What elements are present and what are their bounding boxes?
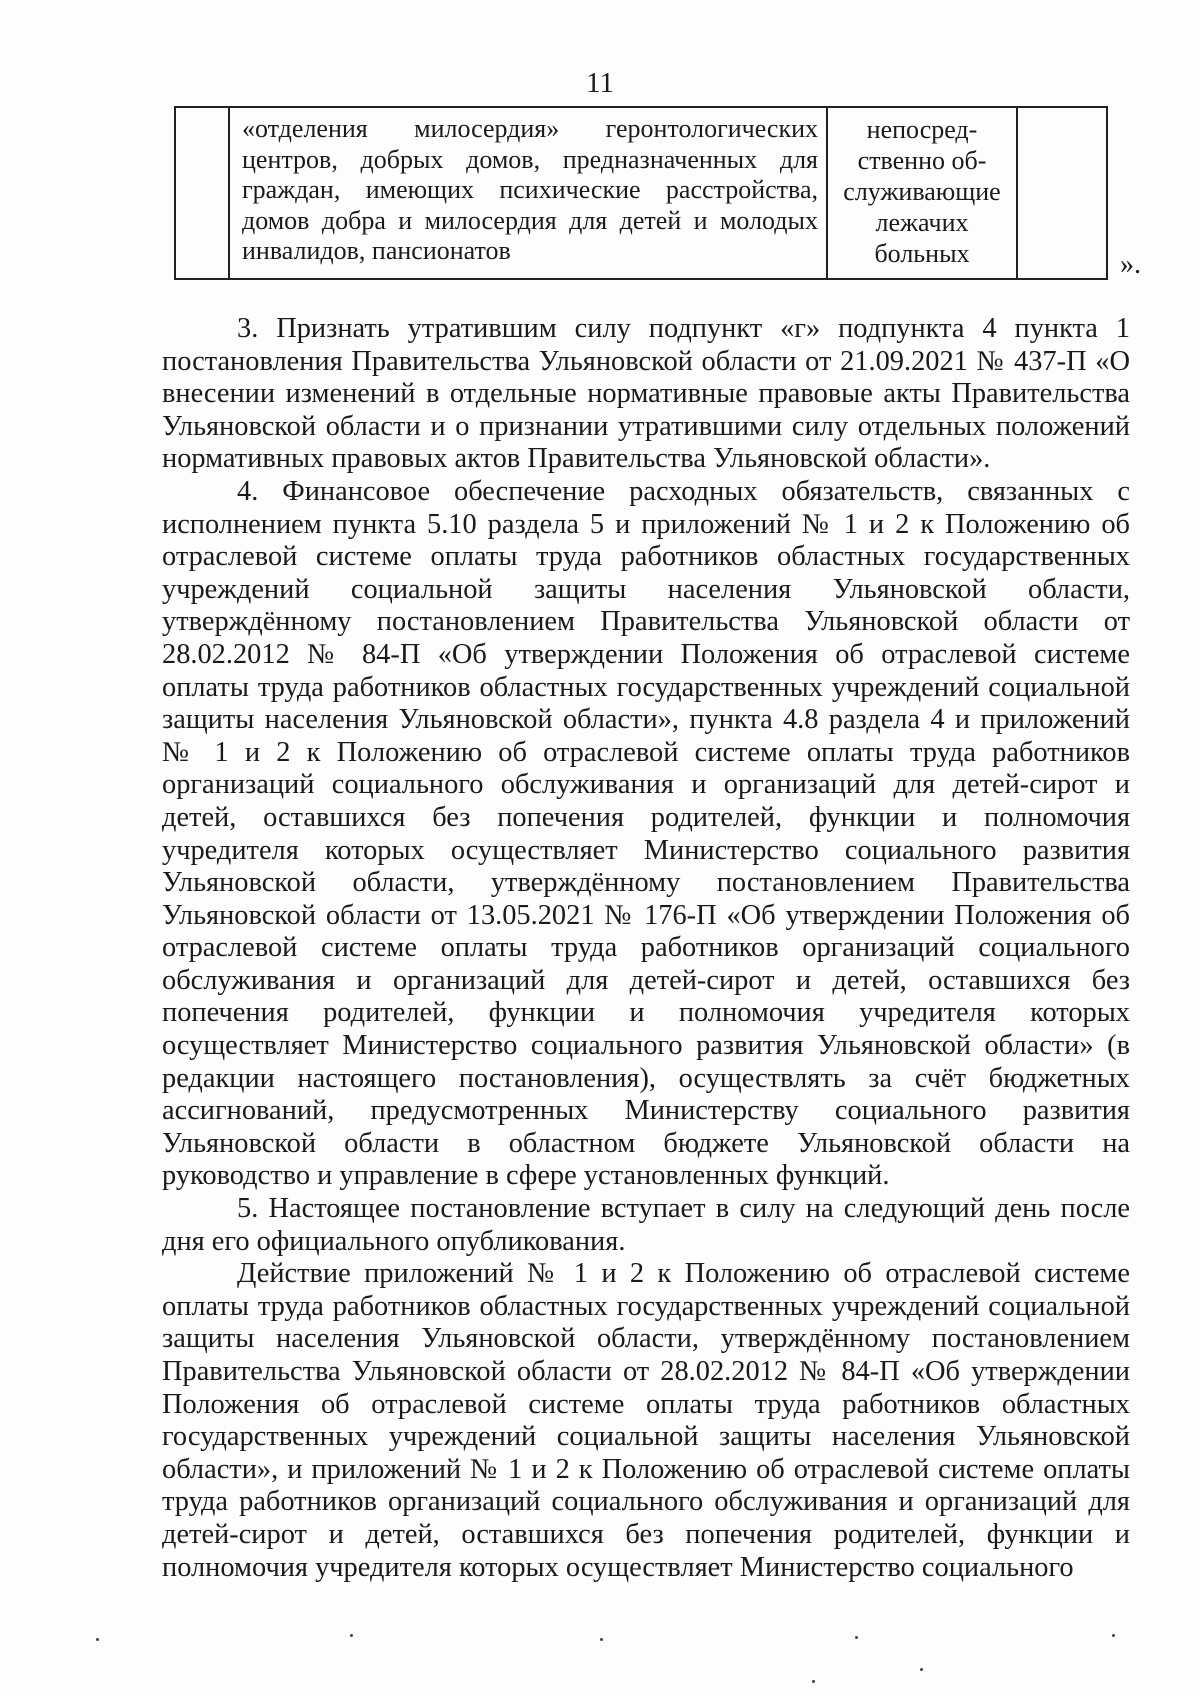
scan-speck [350,1634,353,1637]
closing-quote: ». [1120,249,1141,280]
scan-speck [855,1636,858,1639]
paragraph-5: 5. Настоящее постановление вступает в силу на следующий день после дня его официального опубликования. [162,1193,1130,1257]
table-cell-description: «отделения милосердия» геронтологических центров, добрых домов, предназначенных для граждан, имеющих психические расстройства, домов добра и милосердия для детей и молодых инвалидов, пансионатов [229,107,827,279]
scan-speck [1112,1634,1115,1637]
category-line: служивающие [843,177,1001,206]
paragraph-3: 3. Признать утратившим силу подпункт «г» подпункта 4 пункта 1 постановления Правительства Ульяновской области от 21.09.2021 № 437-П «О внесении изменений в отдельные нормативные правовые акты Правительства Ульяновской области и о признании утратившими силу отдельных положений нормативных правовых актов Правительства Ульяновской области». [162,313,1130,475]
table-row [175,107,1107,279]
paragraph-4: 4. Финансовое обеспечение расходных обязательств, связанных с исполнением пункта 5.10 раздела 5 и приложений № 1 и 2 к Положению об отраслевой системе оплаты труда работников областных государственных учреждений социальной защиты населения Ульяновской области, утверждённому постановлением Правительства Ульяновской области от 28.02.2012 № 84-П «Об утверждении Положения об отраслевой системе оплаты труда работников областных государственных учреждений социальной защиты населения Ульяновской области», пункта 4.8 раздела 4 и приложений № 1 и 2 к Положению об отраслевой системе оплаты труда работников организаций социального обслуживания и организаций для детей-сирот и детей, оставшихся без попечения родителей, функции и полномочия учредителя которых осуществляет Министерство социального развития Ульяновской области, утверждённому постановлением Правительства Ульяновской области от 13.05.2021 № 176-П «Об утверждении Положения об отраслевой системе оплаты труда работников организаций социального обслуживания и организаций для детей-сирот и детей, оставшихся без попечения родителей, функции и полномочия учредителя которых осуществляет Министерство социального развития Ульяновской области» (в редакции настоящего постановления), осуществлять за счёт бюджетных ассигнований, предусмотренных Министерству социального развития Ульяновской области в областном бюджете Ульяновской области на руководство и управление в сфере установленных функций. [162,475,1130,1192]
scan-speck [920,1668,923,1671]
category-line: лежачих [875,208,969,237]
paragraph-effect: Действие приложений № 1 и 2 к Положению об отраслевой системе оплаты труда работников областных государственных учреждений социальной защиты населения Ульяновской области, утверждённому постановлением Правительства Ульяновской области от 28.02.2012 № 84-П «Об утверждении Положения об отраслевой системе оплаты труда работников областных государственных учреждений социальной защиты населения Ульяновской области», и приложений № 1 и 2 к Положению об отраслевой системе оплаты труда работников организаций социального обслуживания и организаций для детей-сирот и детей, оставшихся без попечения родителей, функции и полномочия учредителя которых осуществляет Министерство социального [162,1258,1130,1583]
document-body [162,313,1130,1584]
table-cell-extra [1017,107,1107,279]
continuation-table [174,106,1108,280]
category-line: непосред- [866,115,978,144]
category-line: больных [874,239,970,268]
scan-speck [96,1638,99,1641]
page-number: 11 [586,67,614,99]
category-line: ственно об- [857,146,987,175]
table-cell-category [827,107,1017,279]
scan-speck [812,1680,815,1683]
scan-speck [600,1638,603,1641]
table-cell-number [175,107,229,279]
